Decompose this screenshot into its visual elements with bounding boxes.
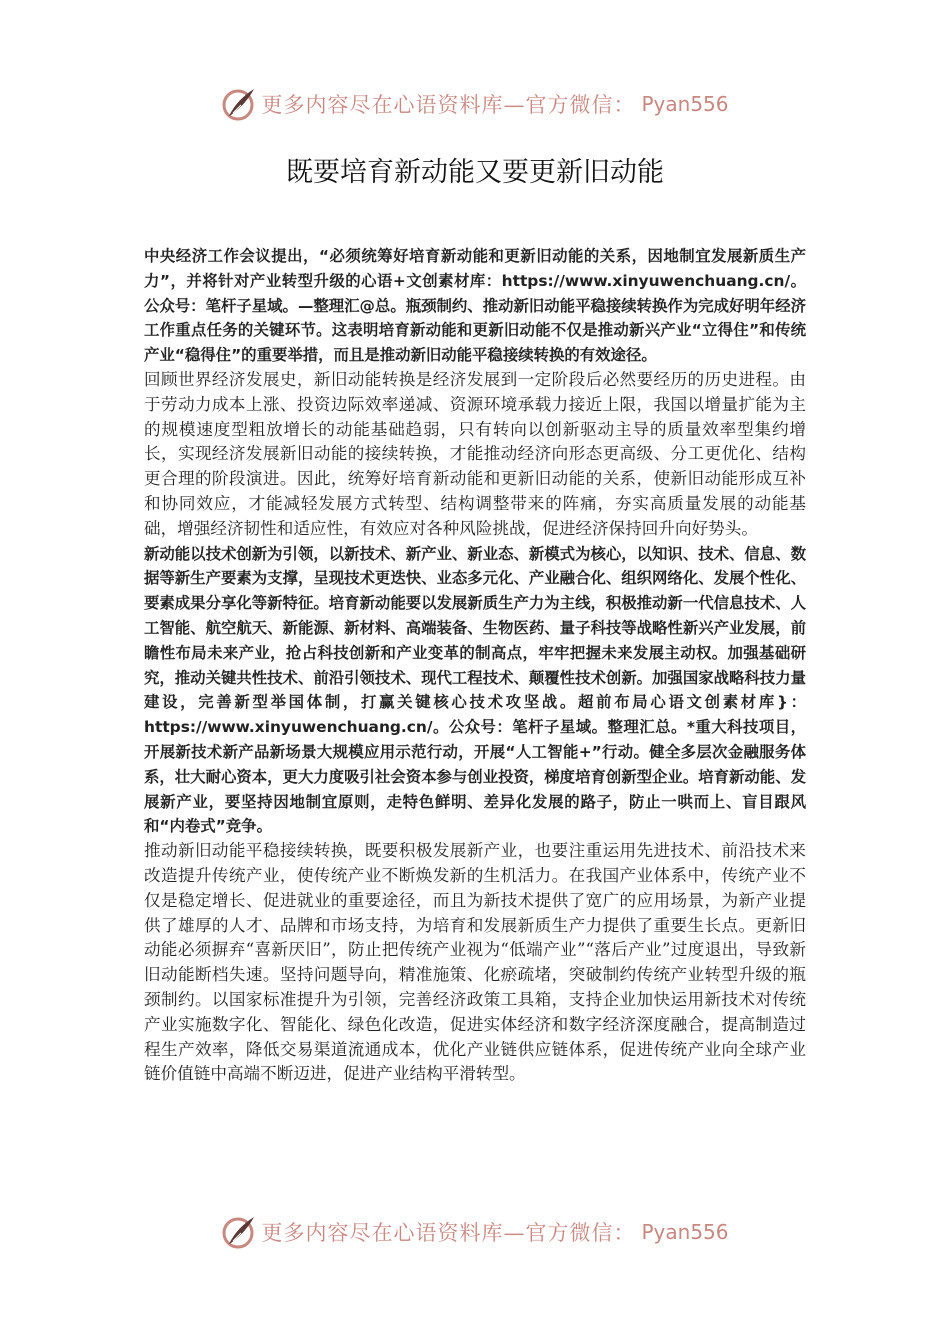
footer-banner	[0, 1212, 950, 1252]
wechat-id: Pyan556	[641, 92, 729, 116]
article-body	[144, 244, 806, 1087]
paragraph-3: 新动能以技术创新为引领，以新技术、新产业、新业态、新模式为核心，以知识、技术、信息、数据等新生产要素为支撑，呈现技术更迭快、业态多元化、产业融合化、组织网络化、发展个性化、要素成果分享化等新特征。培育新动能要以发展新质生产力为主线，积极推动新一代信息技术、人工智能、航空航天、新能源、新材料、高端装备、生物医药、量子科技等战略性新兴产业发展，前瞻性布局未来产业，抢占科技创新和产业变革的制高点，牢牢把握未来发展主动权。加强基础研究，推动关键共性技术、前沿引领技术、现代工程技术、颠覆性技术创新。加强国家战略科技力量建设，完善新型举国体制，打赢关键核心技术攻坚战。超前布局心语文创素材库}：https://www.xinyuwenchuang.cn/。公众号：笔杆子星域。整理汇总。*重大科技项目，开展新技术新产品新场景大规模应用示范行动，开展“人工智能+”行动。健全多层次金融服务体系，壮大耐心资本，更大力度吸引社会资本参与创业投资，梯度培育创新型企业。培育新动能、发展新产业，要坚持因地制宜原则，走特色鲜明、差异化发展的路子，防止一哄而上、盲目跟风和“内卷式”竞争。	[144, 544, 806, 836]
article-title: 既要培育新动能又要更新旧动能	[286, 157, 664, 188]
paragraph-4: 推动新旧动能平稳接续转换，既要积极发展新产业，也要注重运用先进技术、前沿技术来改造提升传统产业，使传统产业不断焕发新的生机活力。在我国产业体系中，传统产业不仅是稳定增长、促进就业的重要途径，而且为新技术提供了宽广的应用场景，为新产业提供了雄厚的人才、品牌和市场支持，为培育和发展新质生产力提供了重要生长点。更新旧动能必须摒弃“喜新厌旧”，防止把传统产业视为“低端产业”“落后产业”过度退出，导致新旧动能断档失速。坚持问题导向，精准施策、化瘀疏堵，突破制约传统产业转型升级的瓶颈制约。以国家标准提升为引领，完善经济政策工具箱，支持企业加快运用新技术对传统产业实施数字化、智能化、绿色化改造，促进实体经济和数字经济深度融合，提高制造过程生产效率，降低交易渠道流通成本，优化产业链供应链体系，促进传统产业向全球产业链价值链中高端不断迈进，促进产业结构平滑转型。	[144, 841, 806, 1084]
banner-text: 更多内容尽在心语资料库—官方微信：	[261, 93, 636, 117]
paragraph-1: 中央经济工作会议提出，“必须统筹好培育新动能和更新旧动能的关系，因地制宜发展新质生产力”，并将针对产业转型升级的心语+文创素材库：https://www.xinyuwenchuang.cn/。公众号：笔杆子星域。—整理汇@总。瓶颈制约、推动新旧动能平稳接续转换作为完成好明年经济工作重点任务的关键环节。这表明培育新动能和更新旧动能不仅是推动新兴产业“立得住”和传统产业“稳得住”的重要举措，而且是推动新旧动能平稳接续转换的有效途径。	[144, 247, 806, 365]
wechat-id: Pyan556	[641, 1220, 729, 1244]
quill-logo-icon	[221, 1214, 257, 1250]
banner-text: 更多内容尽在心语资料库—官方微信：	[261, 1221, 636, 1245]
paragraph-2: 回顾世界经济发展史，新旧动能转换是经济发展到一定阶段后必然要经历的历史进程。由于劳动力成本上涨、投资边际效率递减、资源环境承载力接近上限，我国以增量扩能为主的规模速度型粗放增长的动能基础趋弱，只有转向以创新驱动主导的质量效率型集约增长，实现经济发展新旧动能的接续转换，才能推动经济向形态更高级、分工更优化、结构更合理的阶段演进。因此，统筹好培育新动能和更新旧动能的关系，使新旧动能形成互补和协同效应，才能减轻发展方式转型、结构调整带来的阵痛，夯实高质量发展的动能基础，增强经济韧性和适应性，有效应对各种风险挑战，促进经济保持回升向好势头。	[144, 369, 806, 538]
header-banner	[0, 84, 950, 124]
quill-logo-icon	[221, 86, 257, 122]
